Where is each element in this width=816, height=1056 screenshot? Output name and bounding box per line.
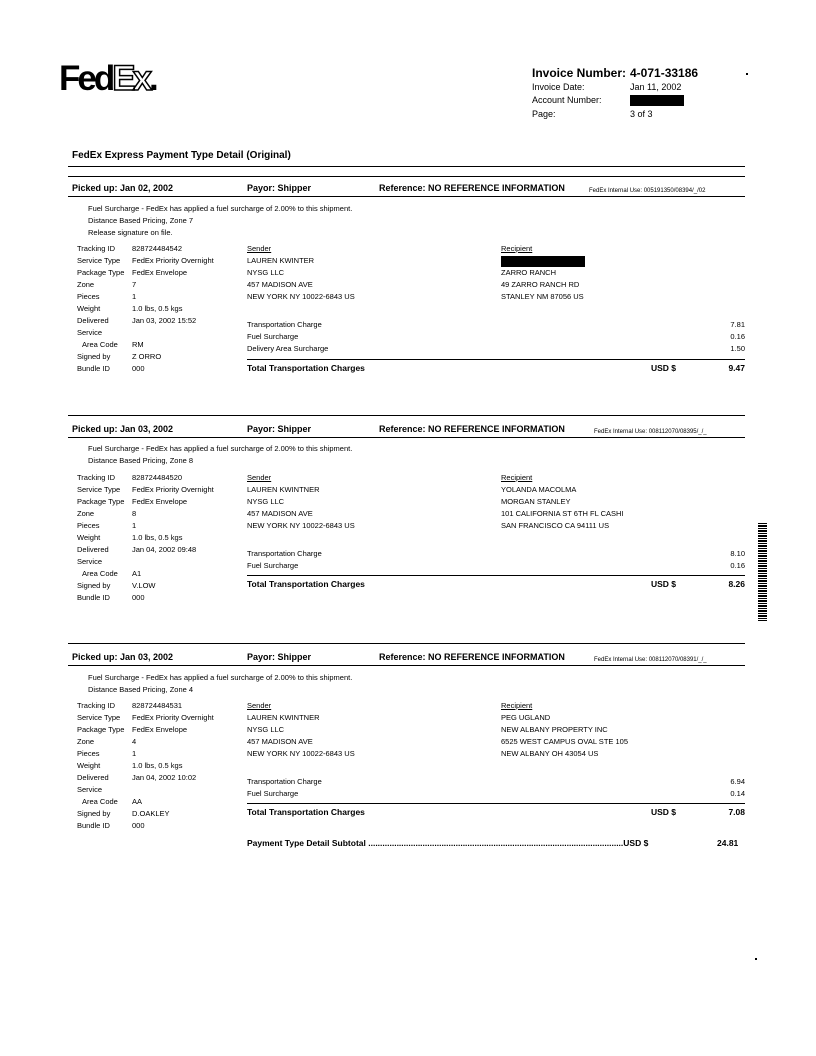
recipient-block [501,243,585,303]
delivered-label: Delivered [77,545,109,554]
tracking-label: Tracking ID [77,473,116,482]
tracking-label: Tracking ID [77,701,116,710]
sender-line: 457 MADISON AVE [247,280,313,289]
charges-list [247,776,745,800]
recipient-line: 101 CALIFORNIA ST 6TH FL CASHI [501,509,624,518]
recipient-line: STANLEY NM 87056 US [501,292,584,301]
zone: 4 [132,737,137,746]
charge-label: Fuel Surcharge [247,789,299,798]
note-line: Fuel Surcharge - FedEx has applied a fuel surcharge of 2.00% to this shipment. [88,673,353,682]
weight-label: Weight [77,533,101,542]
shipment-notes [88,672,352,696]
internal-use: FedEx Internal Use: 008112070/08391/_/_ [594,657,707,663]
zone-label: Zone [77,737,95,746]
zone: 7 [132,280,137,289]
recipient-line: NEW ALBANY OH 43054 US [501,749,599,758]
corner-mark [746,73,748,75]
pieces-label: Pieces [77,521,100,530]
picked-up: Picked up: Jan 02, 2002 [72,183,174,193]
note-line: Fuel Surcharge - FedEx has applied a fuel surcharge of 2.00% to this shipment. [88,444,353,453]
package-type: FedEx Envelope [132,497,188,506]
charge-row [247,776,745,788]
package-type-label: Package Type [77,268,125,277]
charge-row [247,319,745,331]
sender-line: NYSG LLC [247,725,285,734]
bundle-label: Bundle ID [77,821,110,830]
service-label: Service [77,557,103,566]
title-divider [68,166,745,167]
charge-amount: 7.81 [730,320,745,329]
charge-amount: 0.14 [730,789,745,798]
invoice-info [532,67,698,121]
service-type: FedEx Priority Overnight [132,485,214,494]
page-label: Page: [532,108,556,119]
note-line: Release signature on file. [88,228,173,237]
sender-title: Sender [247,701,272,710]
section-head-rule [68,665,745,666]
total-amount: 8.26 [728,579,745,589]
service-label: Service [77,785,103,794]
subtotal-label: Payment Type Detail Subtotal ............................................................................................................USD $ [247,838,649,848]
weight: 1.0 lbs, 0.5 kgs [132,304,183,313]
section-top-rule [68,176,745,177]
charges-list [247,548,745,572]
delivered: Jan 04, 2002 10:02 [132,773,197,782]
service-type-label: Service Type [77,256,121,265]
tracking-id: 828724484520 [132,473,183,482]
total-row [247,359,745,376]
recipient-title: Recipient [501,244,533,253]
invoice-number: 4-071-33186 [630,66,699,80]
recipient-line: MORGAN STANLEY [501,497,571,506]
subtotal-amount: 24.81 [717,838,739,848]
charge-row [247,788,745,800]
zone-label: Zone [77,509,95,518]
shipment-section [0,176,816,406]
corner-mark [755,958,757,960]
recipient-title: Recipient [501,701,533,710]
charge-row [247,331,745,343]
total-row [247,803,745,820]
total-label: Total Transportation Charges [247,363,365,373]
delivered-label: Delivered [77,316,109,325]
package-type: FedEx Envelope [132,725,188,734]
total-row [247,575,745,592]
area-code-label: Area Code [82,797,118,806]
recipient-block [501,472,624,532]
zone: 8 [132,509,137,518]
charge-label: Transportation Charge [247,777,322,786]
total-amount: 7.08 [728,807,745,817]
invoice-date: Jan 11, 2002 [630,81,682,92]
charge-label: Fuel Surcharge [247,561,299,570]
sender-line: LAUREN KWINTNER [247,713,320,722]
sender-line: LAUREN KWINTER [247,256,315,265]
signed-by-label: Signed by [77,581,111,590]
service-type: FedEx Priority Overnight [132,256,214,265]
signed-by-label: Signed by [77,809,111,818]
signed-by: D.OAKLEY [132,809,170,818]
pieces: 1 [132,749,137,758]
weight-label: Weight [77,761,101,770]
sender-line: NEW YORK NY 10022-6843 US [247,521,355,530]
sender-block [247,700,355,760]
bundle-label: Bundle ID [77,364,110,373]
charge-label: Transportation Charge [247,320,322,329]
charges-list [247,319,745,355]
recipient-name-redacted [501,256,585,267]
sender-line: LAUREN KWINTNER [247,485,320,494]
pieces: 1 [132,521,137,530]
payor: Payor: Shipper [247,652,312,662]
recipient-block [501,700,628,760]
recipient-line: 6525 WEST CAMPUS OVAL STE 105 [501,737,628,746]
package-type-label: Package Type [77,497,125,506]
delivered-label: Delivered [77,773,109,782]
area-code: A1 [132,569,142,578]
total-label: Total Transportation Charges [247,579,365,589]
shipment-details [77,700,214,832]
delivered: Jan 03, 2002 15:52 [132,316,197,325]
sender-line: NEW YORK NY 10022-6843 US [247,749,355,758]
service-type-label: Service Type [77,485,121,494]
note-line: Distance Based Pricing, Zone 8 [88,456,194,465]
internal-use: FedEx Internal Use: 005191350/08394/_/02 [589,188,706,194]
reference: Reference: NO REFERENCE INFORMATION [379,424,565,434]
sender-line: 457 MADISON AVE [247,737,313,746]
recipient-line: 49 ZARRO RANCH RD [501,280,580,289]
subtotal-row [247,837,745,849]
barcode [758,523,767,621]
total-currency: USD $ [651,579,677,589]
charge-amount: 8.10 [730,549,745,558]
recipient-title: Recipient [501,473,533,482]
charge-amount: 1.50 [730,344,745,353]
weight-label: Weight [77,304,101,313]
charge-row [247,343,745,355]
fedex-logo [59,60,156,98]
recipient-line: SAN FRANCISCO CA 94111 US [501,521,610,530]
area-code-label: Area Code [82,569,118,578]
charge-row [247,548,745,560]
payor: Payor: Shipper [247,424,312,434]
total-label: Total Transportation Charges [247,807,365,817]
pieces-label: Pieces [77,292,100,301]
account-number-redacted [630,95,684,106]
zone-label: Zone [77,280,95,289]
note-line: Distance Based Pricing, Zone 4 [88,685,194,694]
package-type-label: Package Type [77,725,125,734]
section-head-rule [68,437,745,438]
sender-title: Sender [247,244,272,253]
tracking-id: 828724484542 [132,244,183,253]
invoice-number-label: Invoice Number: [532,66,627,80]
pieces-label: Pieces [77,749,100,758]
pieces: 1 [132,292,137,301]
recipient-line: NEW ALBANY PROPERTY INC [501,725,608,734]
reference: Reference: NO REFERENCE INFORMATION [379,652,565,662]
sender-line: NEW YORK NY 10022-6843 US [247,292,355,301]
recipient-line: ZARRO RANCH [501,268,557,277]
bundle-id: 000 [132,593,145,602]
reference: Reference: NO REFERENCE INFORMATION [379,183,565,193]
section-top-rule [68,643,745,644]
internal-use: FedEx Internal Use: 008112070/08395/_/_ [594,429,707,435]
bundle-id: 000 [132,364,145,373]
tracking-id: 828724484531 [132,701,183,710]
account-number-label: Account Number: [532,95,602,105]
area-code: AA [132,797,143,806]
recipient-line: YOLANDA MACOLMA [501,485,577,494]
service-label: Service [77,328,103,337]
page-number: 3 of 3 [630,108,653,119]
bundle-id: 000 [132,821,145,830]
shipment-section [0,415,816,645]
charge-amount: 0.16 [730,561,745,570]
invoice-date-label: Invoice Date: [532,81,585,92]
sender-block [247,472,355,532]
section-top-rule [68,415,745,416]
charge-label: Transportation Charge [247,549,322,558]
charge-label: Fuel Surcharge [247,332,299,341]
charge-label: Delivery Area Surcharge [247,344,329,353]
shipment-details [77,243,214,375]
total-amount: 9.47 [728,363,745,373]
note-line: Fuel Surcharge - FedEx has applied a fuel surcharge of 2.00% to this shipment. [88,204,353,213]
note-line: Distance Based Pricing, Zone 7 [88,216,194,225]
delivered: Jan 04, 2002 09:48 [132,545,197,554]
picked-up: Picked up: Jan 03, 2002 [72,652,174,662]
total-currency: USD $ [651,363,677,373]
total-currency: USD $ [651,807,677,817]
area-code-label: Area Code [82,340,118,349]
sender-line: 457 MADISON AVE [247,509,313,518]
package-type: FedEx Envelope [132,268,188,277]
logo-dot: . [149,59,156,98]
service-type: FedEx Priority Overnight [132,713,214,722]
service-type-label: Service Type [77,713,121,722]
signed-by: Z ORRO [132,352,162,361]
charge-amount: 0.16 [730,332,745,341]
weight: 1.0 lbs, 0.5 kgs [132,533,183,542]
logo-fed: Fed [59,59,113,98]
charge-row [247,560,745,572]
sender-block [247,243,355,303]
area-code: RM [132,340,144,349]
shipment-details [77,472,214,604]
recipient-line: PEG UGLAND [501,713,551,722]
signed-by-label: Signed by [77,352,111,361]
picked-up: Picked up: Jan 03, 2002 [72,424,174,434]
logo-ex: Ex [112,59,150,98]
sender-title: Sender [247,473,272,482]
payor: Payor: Shipper [247,183,312,193]
sender-line: NYSG LLC [247,497,285,506]
charge-amount: 6.94 [730,777,745,786]
weight: 1.0 lbs, 0.5 kgs [132,761,183,770]
tracking-label: Tracking ID [77,244,116,253]
sender-line: NYSG LLC [247,268,285,277]
section-head-rule [68,196,745,197]
shipment-notes [88,203,352,239]
bundle-label: Bundle ID [77,593,110,602]
page-title: FedEx Express Payment Type Detail (Original) [72,150,291,161]
shipment-notes [88,443,352,467]
signed-by: V.LOW [132,581,156,590]
